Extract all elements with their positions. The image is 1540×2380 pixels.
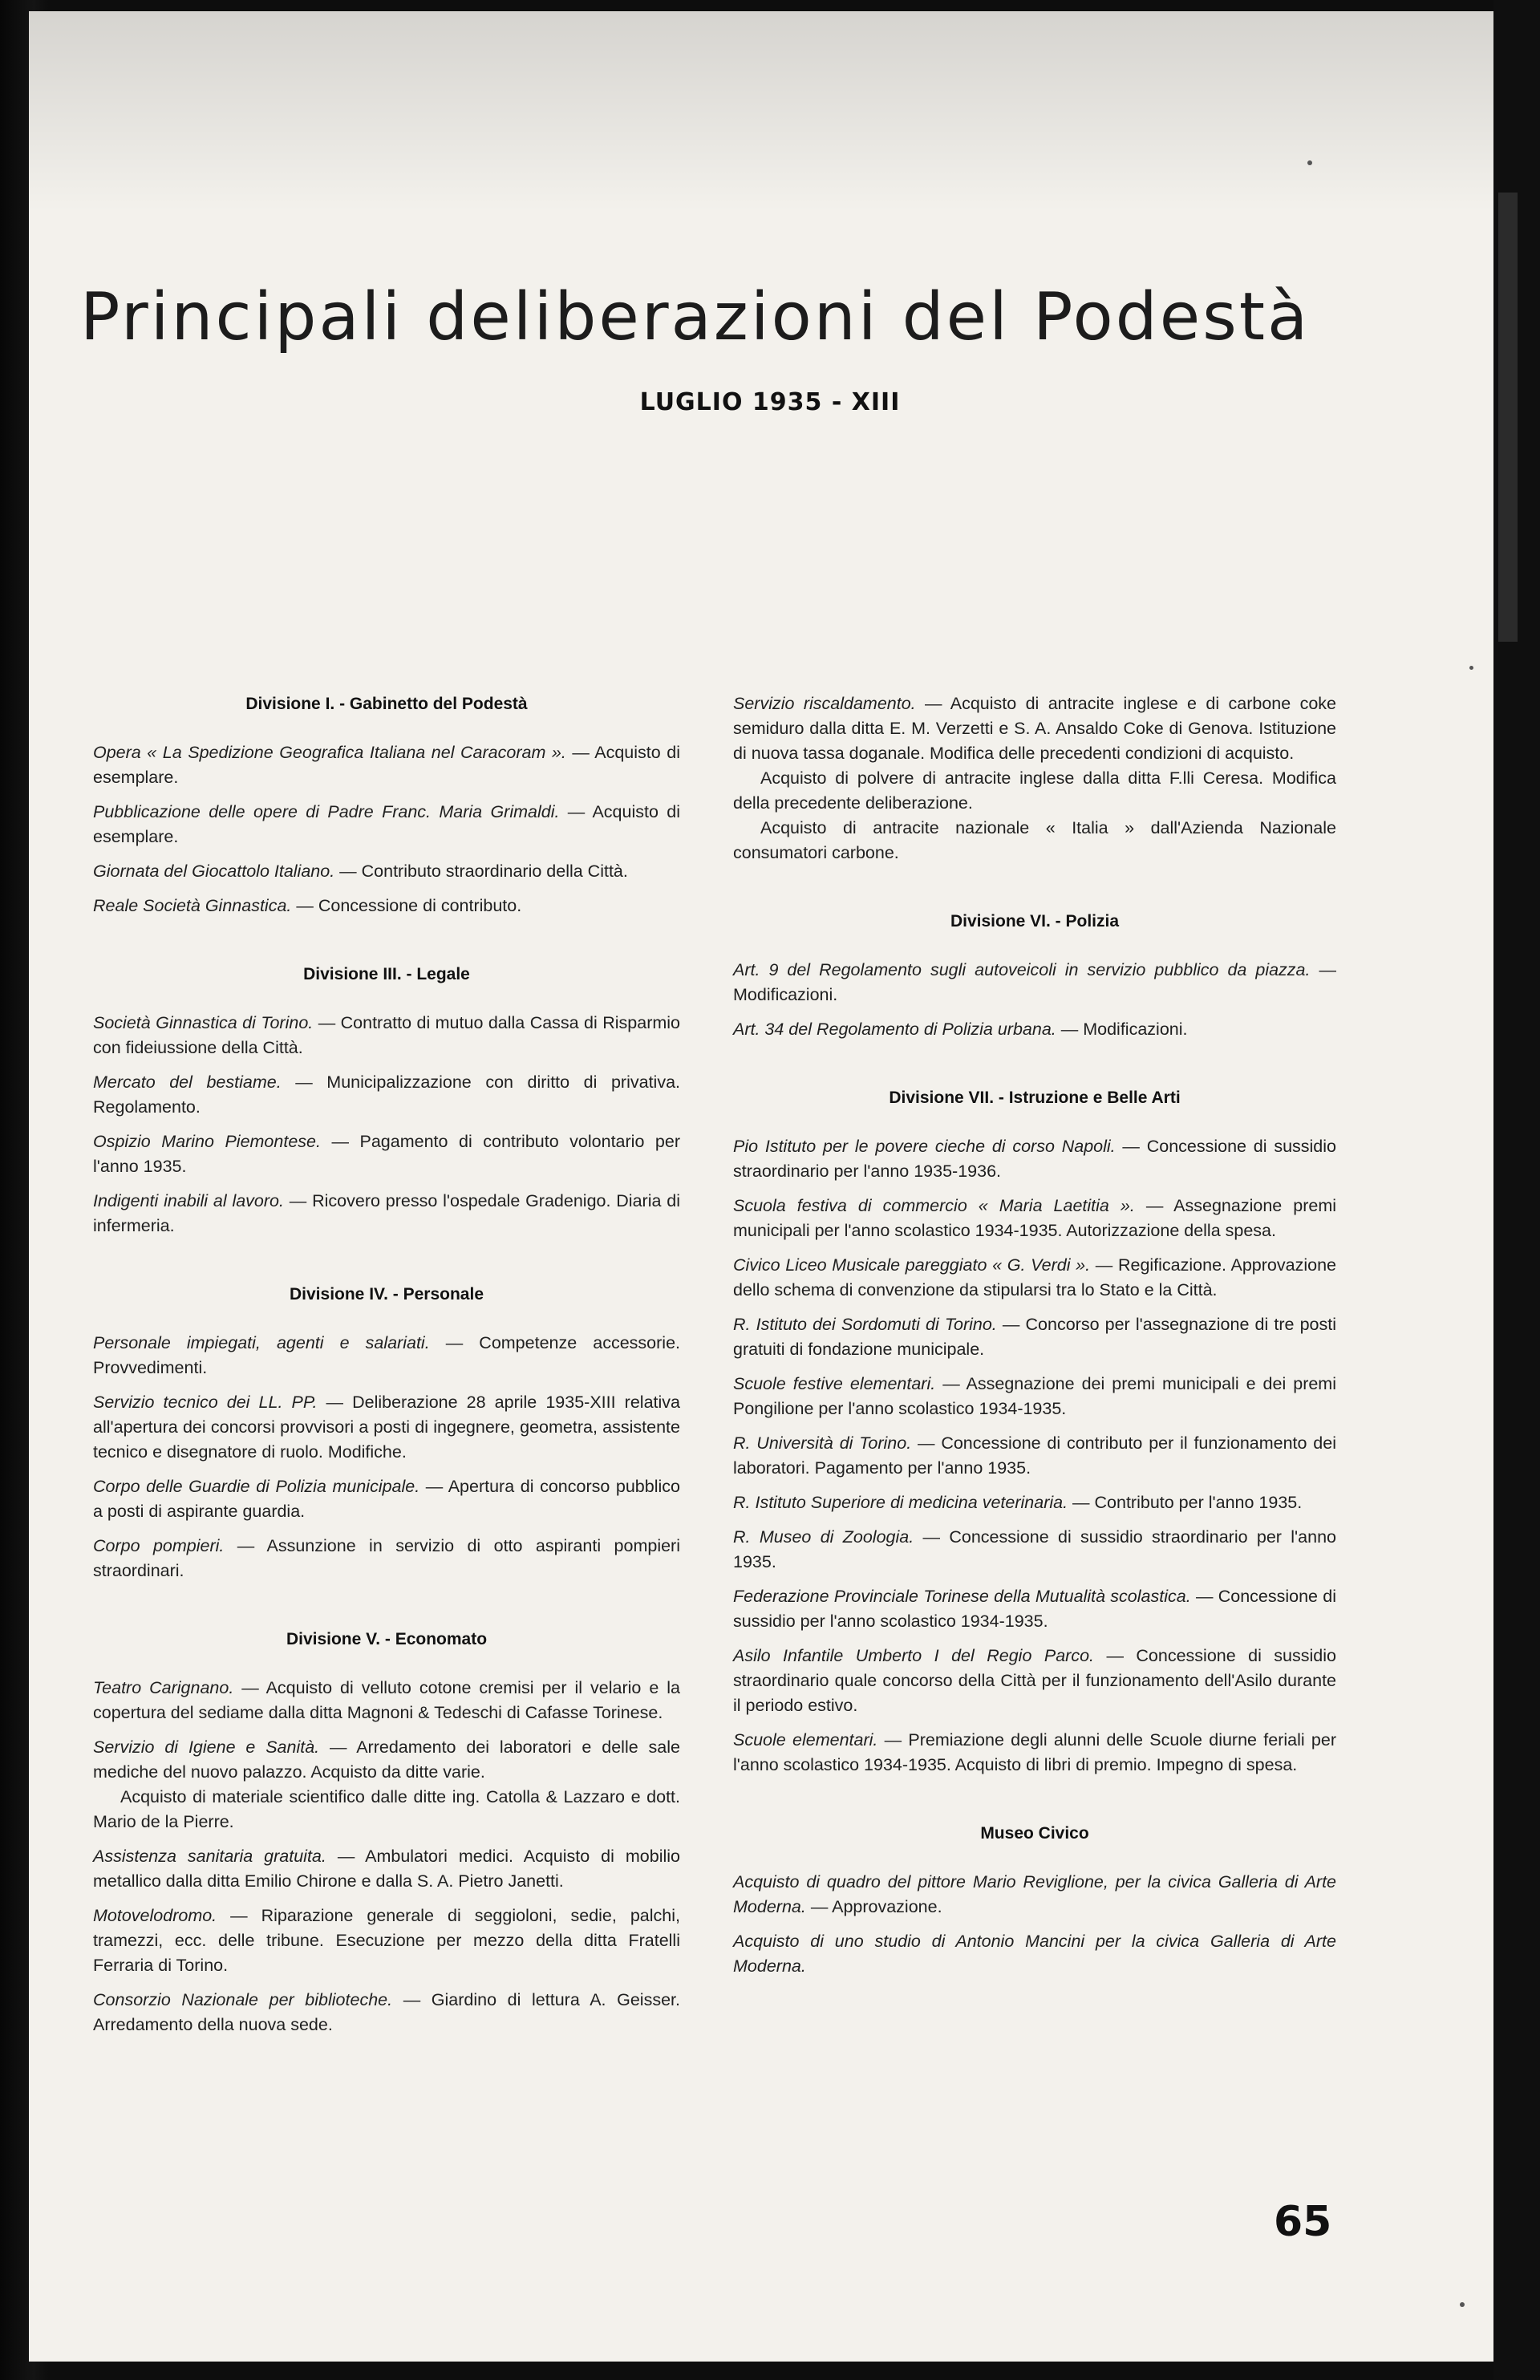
entry-subject: Indigenti inabili al lavoro. <box>93 1191 284 1210</box>
entry-subject: Ospizio Marino Piemontese. <box>93 1132 321 1151</box>
entry-text: — Modificazioni. <box>1056 1020 1188 1039</box>
deliberation-entry <box>93 1011 680 1060</box>
entry-text: — Contratto di mutuo dalla Cassa di Risparmio con fideiussione della Città. <box>93 1013 680 1057</box>
entry-subject: R. Istituto Superiore di medicina veterinaria. <box>733 1493 1068 1512</box>
entry-text: — Acquisto di esemplare. <box>93 802 680 846</box>
entry-subject: Servizio di Igiene e Sanità. <box>93 1737 320 1757</box>
entry-text: Acquisto di polvere di antracite inglese dalla ditta F.lli Ceresa. Modifica della precedente deliberazione. <box>733 768 1336 813</box>
deliberation-entry <box>93 1988 680 2037</box>
scan-top-shading <box>29 11 1497 212</box>
entry-text: — Premiazione degli alunni delle Scuole diurne feriali per l'anno scolastico 1934-1935. Acquisto di libri di premio. Impegno di spesa. <box>733 1730 1336 1774</box>
entry-text: — Concessione di contributo per il funzionamento dei laboratori. Pagamento per l'anno 1935. <box>733 1433 1336 1478</box>
section-heading: Museo Civico <box>980 1824 1089 1843</box>
entry-text: — Apertura di concorso pubblico a posti di aspirante guardia. <box>93 1477 680 1521</box>
deliberation-entry <box>733 1017 1336 1042</box>
entry-text: — Concessione di sussidio straordinario per l'anno 1935. <box>733 1527 1336 1571</box>
deliberation-entry <box>93 1474 680 1524</box>
entry-text: — Concessione di sussidio straordinario quale concorso della Città per il funzionamento dell'Asilo durante il periodo estivo. <box>733 1646 1336 1715</box>
deliberation-entry <box>733 1372 1336 1421</box>
entry-text: — Competenze accessorie. Provvedimenti. <box>93 1333 680 1377</box>
deliberation-entry <box>93 1390 680 1465</box>
entry-subject: Teatro Carignano. <box>93 1678 234 1697</box>
scan-speck <box>1460 2302 1465 2307</box>
scan-right-binding <box>1498 193 1518 642</box>
entry-text: — Approvazione. <box>805 1897 942 1916</box>
entry-text: — Acquisto di velluto cotone cremisi per il velario e la copertura del sediame dalla ditta Magnoni & Tedeschi di Cafasse Torinese. <box>93 1678 680 1722</box>
entry-text: — Ambulatori medici. Acquisto di mobilio metallico dalla ditta Emilio Chirone e dalla S. A. Pietro Janetti. <box>93 1847 680 1891</box>
section <box>93 962 680 1239</box>
deliberation-entry <box>733 1194 1336 1243</box>
entry-subject: Motovelodromo. <box>93 1906 217 1925</box>
entry-subject: Pio Istituto per le povere cieche di corso Napoli. <box>733 1137 1116 1156</box>
section-heading: Divisione VII. - Istruzione e Belle Arti <box>889 1089 1181 1107</box>
entry-text: — Concessione di contributo. <box>291 896 522 915</box>
section <box>93 691 680 918</box>
entry-text: — Regificazione. Approvazione dello schema di convenzione da stipularsi tra lo Stato e la Città. <box>733 1255 1336 1299</box>
deliberation-entry <box>733 1312 1336 1362</box>
entry-subject: Società Ginnastica di Torino. <box>93 1013 314 1032</box>
deliberation-entry <box>93 740 680 790</box>
deliberation-entry <box>93 859 680 884</box>
entry-text: — Assegnazione premi municipali per l'anno scolastico 1934-1935. Autorizzazione della spesa. <box>733 1196 1337 1240</box>
deliberation-entry <box>93 894 680 918</box>
entry-text: — Riparazione generale di seggioloni, sedie, palchi, tramezzi, ecc. delle tribune. Esecuzione per mezzo della ditta Fratelli Ferraria di Torino. <box>93 1906 680 1975</box>
entry-subject: Corpo pompieri. <box>93 1536 225 1555</box>
deliberation-entry <box>733 1431 1336 1481</box>
section <box>733 691 1336 866</box>
entry-text: — Concorso per l'assegnazione di tre posti gratuiti di fondazione municipale. <box>733 1315 1336 1359</box>
deliberation-entry <box>733 958 1336 1008</box>
deliberation-entry <box>733 766 1336 816</box>
deliberation-entry <box>733 1644 1336 1718</box>
entry-subject: Civico Liceo Musicale pareggiato « G. Verdi ». <box>733 1255 1091 1275</box>
entry-subject: Consorzio Nazionale per biblioteche. <box>93 1990 393 2009</box>
section-heading: Divisione V. - Economato <box>286 1630 488 1648</box>
entry-text: — Acquisto di esemplare. <box>93 743 680 787</box>
entry-text: — Assegnazione dei premi municipali e dei premi Pongilione per l'anno scolastico 1934-1935. <box>733 1374 1336 1418</box>
deliberation-entry <box>93 800 680 849</box>
entry-text: — Arredamento dei laboratori e delle sale mediche del nuovo palazzo. Acquisto da ditte varie. <box>93 1737 680 1782</box>
entry-text: — Pagamento di contributo volontario per l'anno 1935. <box>93 1132 680 1176</box>
entry-subject: Corpo delle Guardie di Polizia municipale. <box>93 1477 420 1496</box>
deliberation-entry <box>733 1134 1336 1184</box>
deliberation-entry <box>733 1728 1336 1778</box>
page-title: Principali deliberazioni del Podestà <box>80 279 1311 355</box>
scan-speck <box>1469 666 1473 670</box>
entry-subject: Pubblicazione delle opere di Padre Franc. Maria Grimaldi. <box>93 802 560 821</box>
entry-text: — Municipalizzazione con diritto di privativa. Regolamento. <box>93 1072 680 1117</box>
entry-text: — Modificazioni. <box>733 960 1336 1004</box>
entry-text: Acquisto di materiale scientifico dalle ditte ing. Catolla & Lazzaro e dott. Mario de la Pierre. <box>93 1787 680 1831</box>
entry-subject: Opera « La Spedizione Geografica Italiana nel Caracoram ». <box>93 743 566 762</box>
entry-subject: Personale impiegati, agenti e salariati. <box>93 1333 430 1352</box>
deliberation-entry <box>93 1844 680 1894</box>
deliberation-entry <box>733 1253 1336 1303</box>
entry-subject: Scuole elementari. <box>733 1730 878 1750</box>
entry-text: — Contributo per l'anno 1935. <box>1068 1493 1303 1512</box>
deliberation-entry <box>733 1490 1336 1515</box>
deliberation-entry <box>93 1785 680 1835</box>
scan-speck <box>1307 160 1312 165</box>
deliberation-entry <box>93 1189 680 1239</box>
section <box>93 1627 680 2037</box>
section <box>93 1282 680 1583</box>
left-column <box>93 691 680 2081</box>
entry-subject: Art. 34 del Regolamento di Polizia urbana. <box>733 1020 1056 1039</box>
entry-subject: Asilo Infantile Umberto I del Regio Parco. <box>733 1646 1094 1665</box>
entry-subject: Servizio tecnico dei LL. PP. <box>93 1393 318 1412</box>
section <box>733 909 1336 1042</box>
entry-text: — Concessione di sussidio straordinario per l'anno 1935-1936. <box>733 1137 1336 1181</box>
deliberation-entry <box>93 1534 680 1583</box>
entry-text: — Deliberazione 28 aprile 1935-XIII relativa all'apertura dei concorsi provvisori a posti di ingegnere, geometra, assistente tecnico e disegnatore di ruolo. Modifiche. <box>93 1393 680 1462</box>
entry-subject: Mercato del bestiame. <box>93 1072 282 1092</box>
entry-text: — Ricovero presso l'ospedale Gradenigo. Diaria di infermeria. <box>93 1191 680 1235</box>
entry-subject: Giornata del Giocattolo Italiano. <box>93 862 335 881</box>
entry-text: Acquisto di antracite nazionale « Italia » dall'Azienda Nazionale consumatori carbone. <box>733 818 1336 862</box>
section <box>733 1085 1336 1778</box>
deliberation-entry <box>93 1129 680 1179</box>
entry-text: — Assunzione in servizio di otto aspiranti pompieri straordinari. <box>93 1536 680 1580</box>
page-subtitle: LUGLIO 1935 - XIII <box>639 388 901 416</box>
entry-subject: R. Museo di Zoologia. <box>733 1527 914 1547</box>
deliberation-entry <box>93 1331 680 1381</box>
entry-text: — Contributo straordinario della Città. <box>334 862 628 881</box>
deliberation-entry <box>733 1870 1336 1920</box>
deliberation-entry <box>93 1070 680 1120</box>
entry-subject: Reale Società Ginnastica. <box>93 896 292 915</box>
entry-subject: Servizio riscaldamento. <box>733 694 916 713</box>
section-heading: Divisione I. - Gabinetto del Podestà <box>245 695 528 713</box>
entry-subject: Federazione Provinciale Torinese della Mutualità scolastica. <box>733 1587 1191 1606</box>
entry-text: — Concessione di sussidio per l'anno scolastico 1934-1935. <box>733 1587 1336 1631</box>
deliberation-entry <box>733 1929 1336 1979</box>
deliberation-entry <box>93 1676 680 1725</box>
section <box>733 1821 1336 1979</box>
right-column <box>733 691 1336 2022</box>
page-number: 65 <box>1274 2198 1332 2246</box>
entry-subject: Assistenza sanitaria gratuita. <box>93 1847 326 1866</box>
deliberation-entry <box>733 816 1336 866</box>
deliberation-entry <box>93 1904 680 1978</box>
deliberation-entry <box>733 1525 1336 1575</box>
entry-subject: R. Istituto dei Sordomuti di Torino. <box>733 1315 997 1334</box>
deliberation-entry <box>733 691 1336 766</box>
entry-subject: Art. 9 del Regolamento sugli autoveicoli in servizio pubblico da piazza. <box>733 960 1311 979</box>
entry-text: — Acquisto di antracite inglese e di carbone coke semiduro dalla ditta E. M. Verzetti e S. A. Ansaldo Coke di Genova. Istituzione di nuova tassa doganale. Modifica delle precedenti condizioni di acquisto. <box>733 694 1336 763</box>
deliberation-entry <box>93 1735 680 1785</box>
entry-subject: R. Università di Torino. <box>733 1433 912 1453</box>
section-heading: Divisione IV. - Personale <box>290 1285 484 1304</box>
entry-subject: Scuole festive elementari. <box>733 1374 936 1393</box>
section-heading: Divisione VI. - Polizia <box>950 912 1120 931</box>
entry-subject: Acquisto di uno studio di Antonio Mancini per la civica Galleria di Arte Moderna. <box>733 1932 1336 1976</box>
entry-subject: Acquisto di quadro del pittore Mario Reviglione, per la civica Galleria di Arte Moderna. <box>733 1872 1336 1916</box>
deliberation-entry <box>733 1584 1336 1634</box>
section-heading: Divisione III. - Legale <box>303 965 470 983</box>
entry-text: — Giardino di lettura A. Geisser. Arredamento della nuova sede. <box>93 1990 680 2034</box>
entry-subject: Scuola festiva di commercio « Maria Laetitia ». <box>733 1196 1135 1215</box>
